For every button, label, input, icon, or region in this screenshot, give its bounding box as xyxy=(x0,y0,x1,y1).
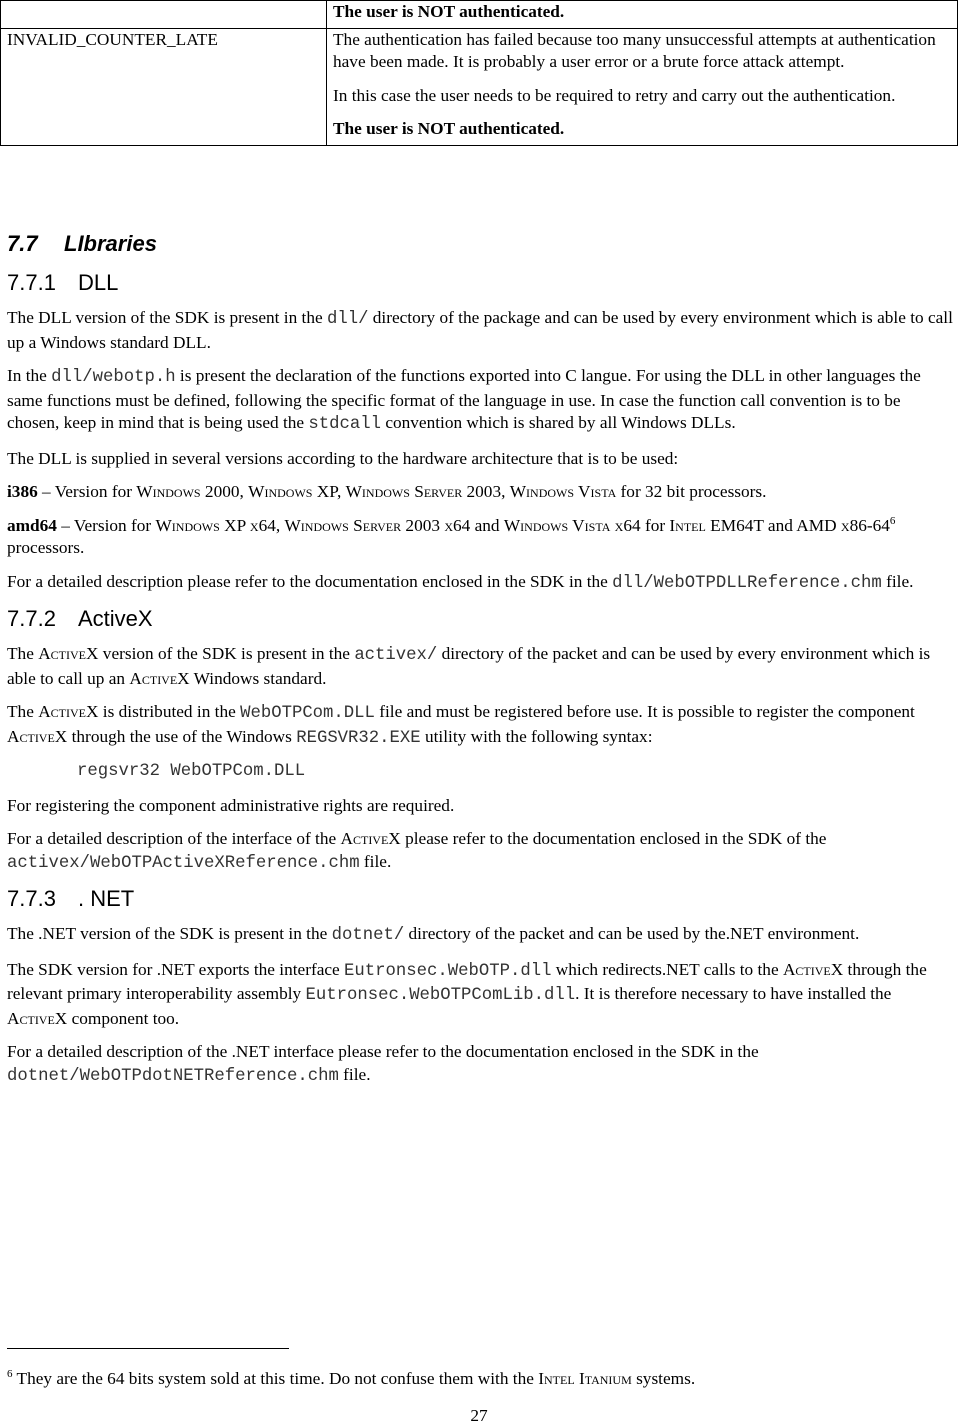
section-heading xyxy=(7,231,953,257)
paragraph: For a detailed description of the interface of the ActiveX please refer to the documentation enclosed in the SDK of the activex/WebOTPActiveXReference.chm file. xyxy=(7,829,827,873)
paragraph: The .NET version of the SDK is present in the dotnet/ directory of the packet and can be used by the.NET environment. xyxy=(7,924,860,945)
paragraph: The SDK version for .NET exports the interface Eutronsec.WebOTP.dll which redirects.NET calls to the ActiveX through the relevant primary interoperability assembly Eutronsec.WebOTPComLib.dll. It is therefore necessary to have installed the ActiveX component too. xyxy=(7,959,927,1028)
page-content xyxy=(7,226,953,1099)
error-code-text: INVALID_COUNTER_LATE xyxy=(7,29,218,49)
subsection-heading-dll xyxy=(7,270,953,296)
code-path: dll/webotp.h xyxy=(51,368,176,387)
paragraph: In the dll/webotp.h is present the declaration of the functions exported into C langue. For using the DLL in other languages the same functions must be defined, following the specific format of the language in use. In case the function call convention is to be chosen, keep in mind that is being used the stdcall convention which is shared by all Windows DLLs. xyxy=(7,366,921,434)
paragraph: For a detailed description of the .NET interface please refer to the documentation enclosed in the SDK in the dotnet/WebOTPdotNETReference.chm file. xyxy=(7,1042,759,1086)
error-code-cell xyxy=(1,28,327,145)
paragraph-amd64: amd64 – Version for Windows XP x64, Windows Server 2003 x64 and Windows Vista x64 for Intel EM64T and AMD $x86-64^6$ processors. xyxy=(7,514,896,557)
error-code-cell xyxy=(1,1,327,29)
paragraph: The DLL version of the SDK is present in the dll/ directory of the package and can be used by every environment which is able to call up a Windows standard DLL. xyxy=(7,308,953,352)
code-keyword: stdcall xyxy=(308,415,381,434)
paragraph: The ActiveX version of the SDK is present in the activex/ directory of the packet and can be used by every environment which is able to call up an ActiveX Windows standard. xyxy=(7,644,931,688)
footnote: $^6$ They are the 64 bits system sold at this time. Do not confuse them with the Intel Itanium systems. xyxy=(7,1368,696,1388)
code-path: Eutronsec.WebOTP.dll xyxy=(344,961,552,981)
table-row xyxy=(1,28,958,145)
table-row xyxy=(1,1,958,29)
footnote-ref: 6 xyxy=(889,514,896,527)
paragraph: The ActiveX is distributed in the WebOTPCom.DLL file and must be registered before use. It is possible to register the component ActiveX through the use of the Windows REGSVR32.EXE utility with the following syntax: xyxy=(7,702,915,748)
subsection-title: ActiveX xyxy=(78,606,153,631)
error-description-cell xyxy=(327,28,958,145)
paragraph: For a detailed description please refer to the documentation enclosed in the SDK in the dll/WebOTPDLLReference.chm file. xyxy=(7,571,914,593)
code-path: dll/ xyxy=(326,310,369,329)
error-code-table xyxy=(0,0,958,146)
subsection-number: 7.7.2 xyxy=(7,606,56,631)
subsection-heading-dotnet xyxy=(7,886,953,912)
section-number: 7.7 xyxy=(7,231,38,256)
paragraph: For registering the component administrative rights are required. xyxy=(7,795,455,815)
code-path: activex/ xyxy=(354,646,438,665)
description-paragraph: The authentication has failed because too many unsuccessful attempts at authentication have been made. It is probably a user error or a brute force attack attempt. xyxy=(333,29,936,71)
code-path: REGSVR32.EXE xyxy=(296,728,421,748)
paragraph: The DLL is supplied in several versions according to the hardware architecture that is to be used: xyxy=(7,448,679,468)
footnote-divider xyxy=(7,1348,289,1349)
subsection-heading-activex xyxy=(7,606,953,632)
code-sample: regsvr32 WebOTPCom.DLL xyxy=(77,762,306,781)
code-path: WebOTPCom.DLL xyxy=(240,704,375,723)
description-paragraph: In this case the user needs to be required to retry and carry out the authentication. xyxy=(333,85,896,105)
error-description-cell xyxy=(327,1,958,29)
code-path: Eutronsec.WebOTPComLib.dll xyxy=(305,986,576,1005)
subsection-title: . NET xyxy=(78,886,135,911)
paragraph-i386: i386 – Version for Windows 2000, Windows XP, Windows Server 2003, Windows Vista for 32 bit processors. xyxy=(7,482,767,501)
code-path: activex/WebOTPActiveXReference.chm xyxy=(7,853,360,873)
subsection-number: 7.7.3 xyxy=(7,886,56,911)
section-title: LIbraries xyxy=(64,231,157,256)
code-path: dotnet/ xyxy=(331,926,405,945)
footnote-number: 6 xyxy=(7,1368,13,1381)
not-authenticated-note: The user is NOT authenticated. xyxy=(333,2,565,21)
subsection-number: 7.7.1 xyxy=(7,270,56,295)
code-path: dotnet/WebOTPdotNETReference.chm xyxy=(7,1066,339,1086)
code-path: dll/WebOTPDLLReference.chm xyxy=(612,573,882,593)
page-number: 27 xyxy=(470,1406,488,1425)
not-authenticated-note: The user is NOT authenticated. xyxy=(333,119,565,138)
subsection-title: DLL xyxy=(78,270,119,295)
